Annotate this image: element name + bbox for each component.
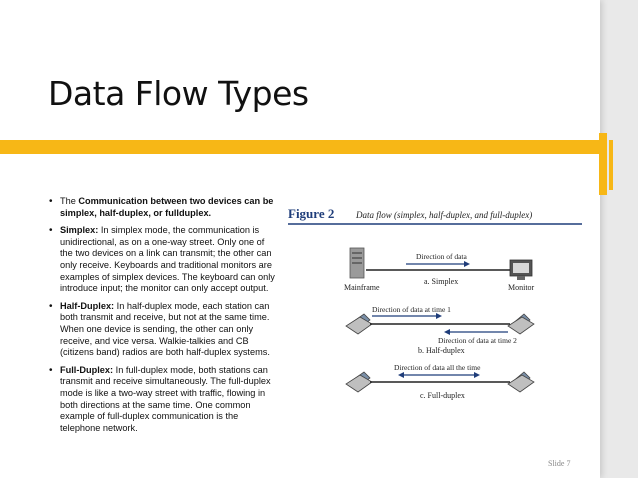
bullet-item: • Half-Duplex: In half-duplex mode, each station can both transmit and receive, but not at the same time. When one device is sending, the other can only receive, and vice versa. Walkie-talkies and CB (citizens band) radios are both half-duplex systems. bbox=[48, 301, 278, 359]
laptop-left-icon bbox=[346, 314, 372, 334]
slide-title: Data Flow Types bbox=[48, 74, 309, 113]
monitor-icon bbox=[510, 260, 532, 280]
bullet-item: • The Communication between two devices can be simplex, half-duplex, or fullduplex. bbox=[48, 196, 278, 219]
accent-bar bbox=[0, 140, 600, 154]
monitor-label: Monitor bbox=[508, 283, 535, 292]
simplex-caption: a. Simplex bbox=[424, 277, 459, 286]
full-arrowhead-right bbox=[474, 372, 480, 378]
simplex-arrowhead bbox=[464, 261, 470, 267]
half-caption: b. Half-duplex bbox=[418, 346, 465, 355]
half-arrowhead2 bbox=[444, 329, 450, 335]
figure-caption: Data flow (simplex, half-duplex, and full-duplex) bbox=[356, 210, 533, 220]
data-flow-figure bbox=[286, 200, 586, 422]
bullet-item: • Full-Duplex: In full-duplex mode, both stations can transmit and receive simultaneously. The full-duplex mode is like a two-way street with traffic, flowing in both directions at the same time. One common example of full-duplex communication is the telephone network. bbox=[48, 365, 278, 435]
simplex-arrow-label: Direction of data bbox=[416, 252, 467, 261]
half-arrow1-label: Direction of data at time 1 bbox=[372, 305, 451, 314]
laptop-right-icon bbox=[508, 314, 534, 334]
laptop-left-icon bbox=[346, 372, 372, 392]
half-arrow2-label: Direction of data at time 2 bbox=[438, 336, 517, 345]
figure-label: Figure 2 bbox=[288, 206, 335, 221]
mainframe-icon bbox=[350, 248, 364, 278]
full-arrow-label: Direction of data all the time bbox=[394, 363, 481, 372]
bullet-list bbox=[48, 196, 278, 440]
slide-number: Slide 7 bbox=[548, 459, 571, 468]
laptop-right-icon bbox=[508, 372, 534, 392]
accent-side-bar bbox=[599, 133, 607, 195]
full-caption: c. Full-duplex bbox=[420, 391, 465, 400]
mainframe-label: Mainframe bbox=[344, 283, 380, 292]
full-arrowhead-left bbox=[398, 372, 404, 378]
bullet-item: • Simplex: In simplex mode, the communication is unidirectional, as on a one-way street. Only one of the two devices on a link can transmit; the other can only receive. Keyboards and traditional monitors are examples of simplex devices. The keyboard can only introduce input; the monitor can only accept output. bbox=[48, 225, 278, 295]
accent-side-bar bbox=[609, 140, 613, 190]
